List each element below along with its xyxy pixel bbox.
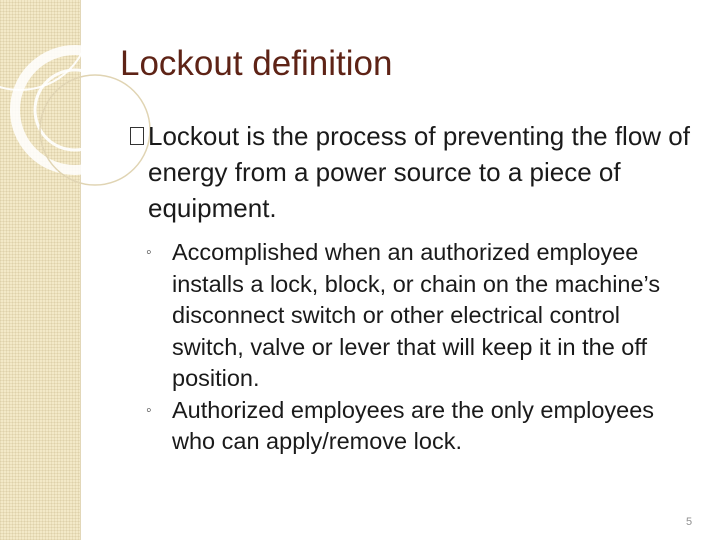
bullet-box-icon	[130, 127, 144, 145]
sub-bullet	[146, 395, 690, 458]
slide-body	[130, 118, 690, 458]
sub-bullet-text: Accomplished when an authorized employee installs a lock, block, or chain on the machine’s disconnect switch or other electrical control switch, valve or lever that will keep it in the off position.	[172, 239, 661, 391]
sub-bullet-text: Authorized employees are the only employees who can apply/remove lock.	[172, 396, 655, 454]
sub-bullet	[146, 237, 690, 395]
slide-title: Lockout definition	[120, 44, 393, 83]
main-bullet	[130, 118, 690, 226]
page-number: 5	[686, 516, 693, 528]
main-bullet-text: Lockout is the process of preventing the flow of energy from a power source to a piece of equipment.	[148, 121, 690, 223]
circle-bullet-icon: ◦	[146, 244, 152, 261]
circle-bullet-icon: ◦	[146, 401, 152, 419]
